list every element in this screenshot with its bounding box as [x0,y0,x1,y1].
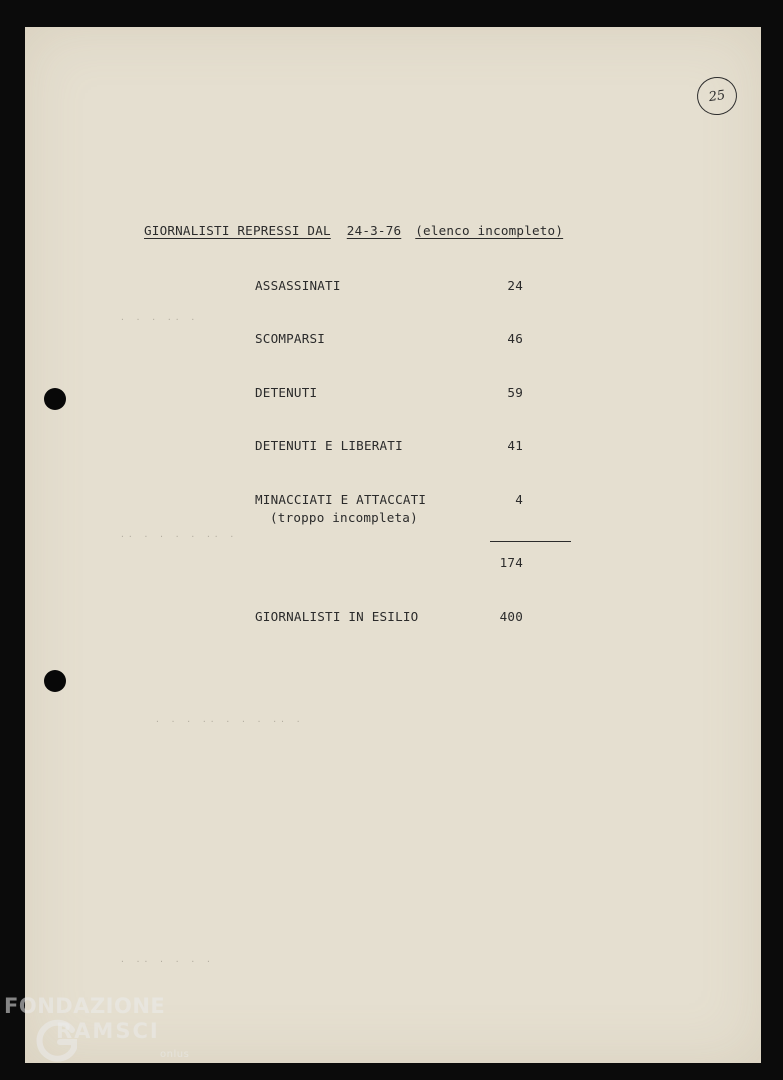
total-value: 174 [499,555,523,570]
exile-label: GIORNALISTI IN ESILIO [255,609,419,624]
row-label-assassinati: ASSASSINATI [255,278,341,293]
row-value-scomparsi: 46 [507,331,523,346]
row-label-minacciati: MINACCIATI E ATTACCATI [255,492,427,507]
title-note: (elenco incompleto) [415,223,564,238]
row-sublabel-minacciati: (troppo incompleta) [270,510,418,525]
paper-specks: ·· · · · · ·· · [120,532,238,541]
row-label-detenuti: DETENUTI [255,385,318,400]
document-title [144,223,563,238]
paper-specks: · · · ·· · · · ·· · [155,717,304,726]
row-value-detenuti-e-liberati: 41 [507,438,523,453]
total-rule [490,541,571,542]
watermark-logo [4,994,204,1074]
row-label-scomparsi: SCOMPARSI [255,331,326,346]
document-page [25,27,761,1063]
row-label-detenuti-e-liberati: DETENUTI E LIBERATI [255,438,403,453]
watermark-line3: onlus [160,1049,190,1060]
page-number-circle [695,74,740,117]
paper-specks: · · · ·· · [120,315,199,324]
row-value-minacciati: 4 [515,492,523,507]
watermark-line1: FONDAZIONE [4,994,166,1018]
title-main: GIORNALISTI REPRESSI DAL [144,223,331,238]
row-value-detenuti: 59 [507,385,523,400]
title-date: 24-3-76 [346,223,402,238]
page-number: 25 [707,87,727,105]
watermark-line2: RAMSCI [56,1019,160,1043]
punch-hole-top [44,388,66,410]
punch-hole-bottom [44,670,66,692]
paper-specks: · ·· · · · · [120,957,214,966]
row-value-assassinati: 24 [507,278,523,293]
exile-value: 400 [499,609,523,624]
